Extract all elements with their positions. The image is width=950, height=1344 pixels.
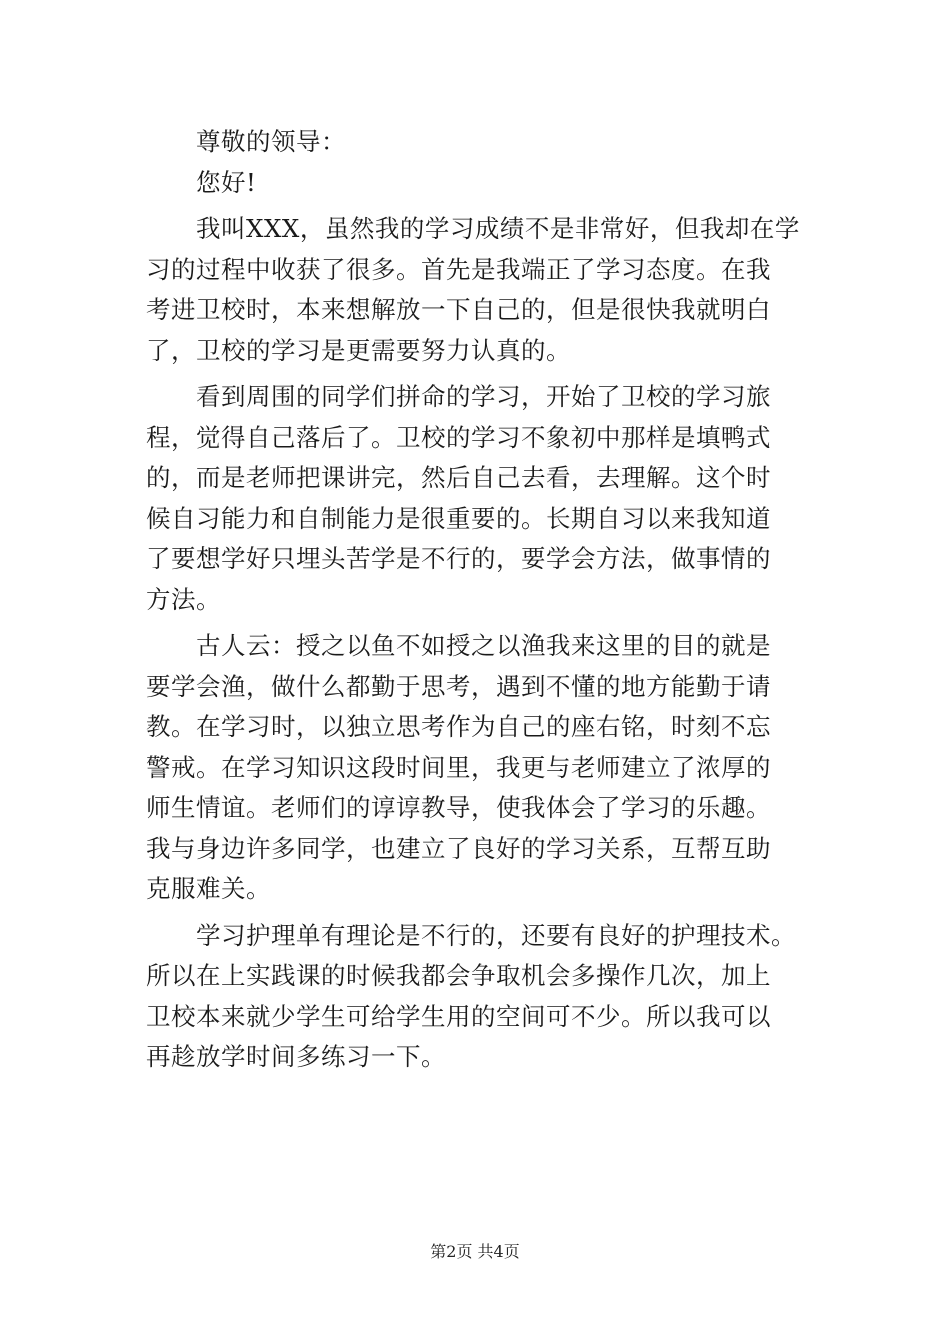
salutation: 您好! — [196, 167, 257, 197]
paragraph-line: 习的过程中收获了很多。首先是我端正了学习态度。在我 — [146, 254, 771, 284]
paragraph-2 — [146, 377, 816, 620]
paragraph-line: 了要想学好只埋头苦学是不行的，要学会方法，做事情的 — [146, 544, 771, 573]
paragraph-line: 学习护理单有理论是不行的，还要有良好的护理技术。 — [196, 920, 796, 950]
paragraph-line: 考进卫校时，本来想解放一下自己的，但是很快我就明白 — [146, 295, 771, 324]
paragraph-line: 的，而是老师把课讲完，然后自己去看，去理解。这个时 — [146, 463, 771, 492]
paragraph-line: 古人云：授之以鱼不如授之以渔我来这里的目的就是 — [196, 631, 771, 660]
page-number: 第2页 共4页 — [430, 1242, 520, 1261]
paragraph-line: 要学会渔，做什么都勤于思考，遇到不懂的地方能勤于请 — [146, 671, 771, 701]
paragraph-line: 方法。 — [146, 584, 221, 614]
paragraph-3 — [146, 626, 816, 910]
paragraph-line: 师生情谊。老师们的谆谆教导，使我体会了学习的乐趣。 — [146, 793, 771, 822]
paragraph-line: 我叫XXX，虽然我的学习成绩不是非常好，但我却在学 — [196, 214, 800, 243]
paragraph-line: 我与身边许多同学，也建立了良好的学习关系，互帮互助 — [146, 833, 771, 863]
paragraph-4 — [146, 916, 816, 1078]
paragraph-line: 看到周围的同学们拼命的学习，开始了卫校的学习旅 — [196, 382, 771, 411]
paragraph-line: 再趁放学时间多练习一下。 — [146, 1042, 446, 1071]
paragraph-1 — [146, 209, 816, 371]
paragraph-line: 了，卫校的学习是更需要努力认真的。 — [146, 335, 571, 365]
paragraph-line: 教。在学习时，以独立思考作为自己的座右铭，时刻不忘 — [146, 712, 771, 741]
paragraph-line: 所以在上实践课的时候我都会争取机会多操作几次，加上 — [146, 961, 771, 990]
paragraph-line: 卫校本来就少学生可给学生用的空间可不少。所以我可以 — [146, 1001, 771, 1031]
paragraph-line: 程，觉得自己落后了。卫校的学习不象初中那样是填鸭式 — [146, 422, 771, 452]
paragraph-line: 克服难关。 — [146, 874, 271, 903]
paragraph-line: 警戒。在学习知识这段时间里，我更与老师建立了浓厚的 — [146, 752, 771, 782]
letter-body — [146, 122, 816, 1078]
greeting: 尊敬的领导： — [196, 127, 346, 156]
paragraph-line: 候自习能力和自制能力是很重要的。长期自习以来我知道 — [146, 503, 771, 533]
